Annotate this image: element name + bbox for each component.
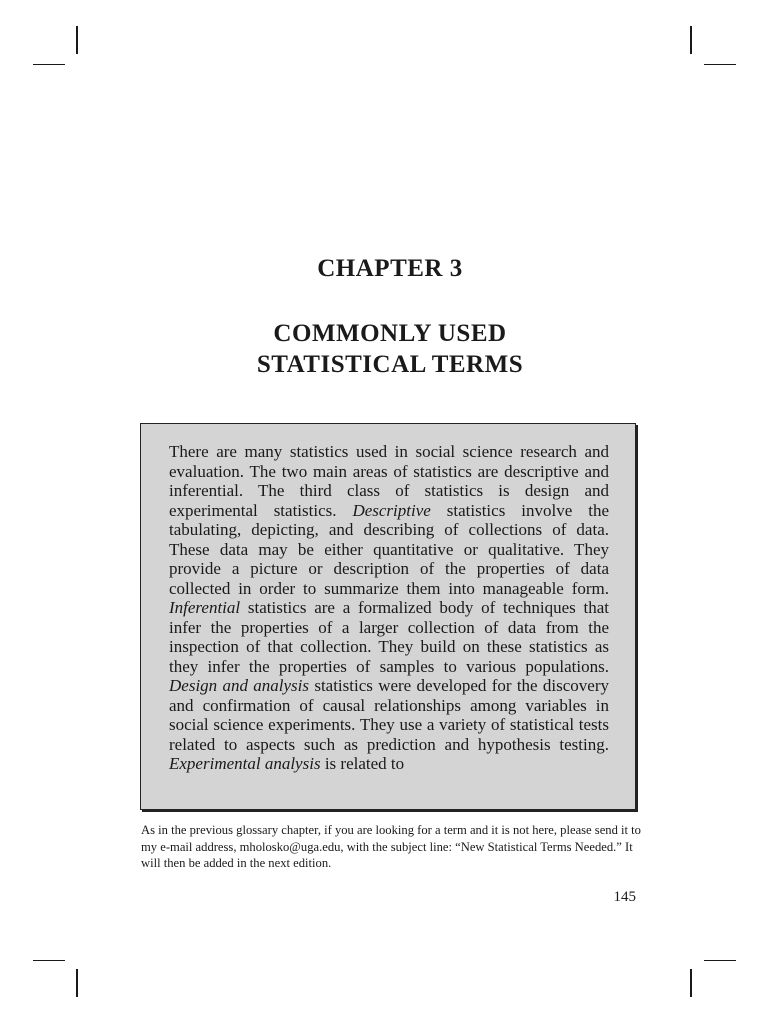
- term-design-and-analysis: Design and analysis: [169, 676, 310, 695]
- crop-mark-bottom-right-horizontal: [704, 960, 736, 961]
- chapter-title-line: COMMONLY USED: [273, 320, 507, 347]
- crop-mark-top-right-horizontal: [704, 64, 736, 65]
- chapter-number: CHAPTER 3: [317, 255, 463, 282]
- intro-paragraph: [169, 442, 609, 774]
- intro-text-segment: statistics are a formalized body of techniques that infer the properties of a larger collection of data from the inspection of that collection. They build on these statistics as they infer the properties of samples to various populations.: [169, 598, 609, 676]
- crop-mark-bottom-right-vertical: [690, 969, 692, 997]
- term-inferential: Inferential: [169, 598, 241, 617]
- intro-text-segment: statistics were developed for the discovery and confirmation of causal relationships among variables in social science experiments. They use a variety of statistical tests related to aspects such as prediction and hypothesis testing.: [169, 676, 610, 754]
- crop-mark-bottom-left-horizontal: [33, 960, 65, 961]
- chapter-title-line: STATISTICAL TERMS: [256, 351, 524, 378]
- term-descriptive: Descriptive: [352, 500, 431, 520]
- intro-text-segment: There are many statistics used in social science research and evaluation. The two main areas of statistics are descriptive and inferential. The third class of statistics is design and experimental statistics.: [169, 442, 609, 520]
- crop-mark-bottom-left-vertical: [76, 969, 78, 997]
- intro-text-segment: statistics involve the tabulating, depicting, and describing of collections of data. These data may be either quantitative or qualitative. They provide a picture or description of the properties of data collected in order to summarize them into manageable form.: [169, 500, 609, 598]
- page-number: 145: [613, 889, 636, 905]
- term-experimental-analysis: Experimental analysis: [169, 754, 321, 773]
- footnote: As in the previous glossary chapter, if you are looking for a term and it is not here, please send it to my e-mail address, mholosko@uga.edu, with the subject line: “New Statistical Terms Needed.” It will then be added in the next edition.: [141, 823, 641, 870]
- intro-box: [140, 423, 636, 810]
- crop-mark-top-right-vertical: [690, 26, 692, 54]
- chapter-title: [0, 318, 768, 380]
- crop-mark-top-left-vertical: [76, 26, 78, 54]
- crop-mark-top-left-horizontal: [33, 64, 65, 65]
- intro-text-segment: is related to: [320, 754, 405, 773]
